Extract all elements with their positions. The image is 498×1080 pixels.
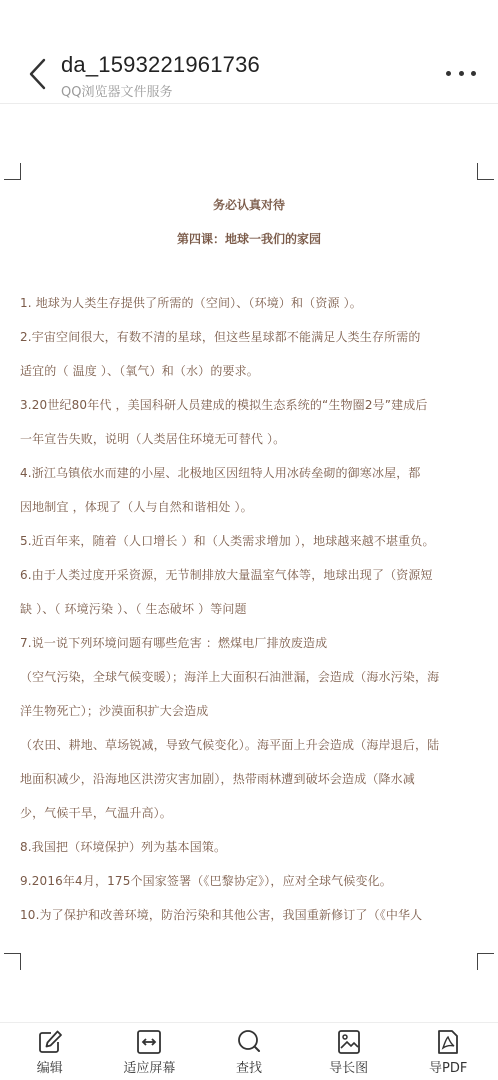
edit-icon: [36, 1029, 64, 1055]
long-image-label: 导长图: [329, 1061, 369, 1076]
document-line: 7.说一说下列环境问题有哪些危害 ：燃煤电厂排放废造成: [20, 636, 328, 650]
edit-label: 编辑: [36, 1061, 63, 1076]
back-button[interactable]: [20, 54, 54, 94]
document-line: 6.由于人类过度开采资源，无节制排放大量温室气体等，地球出现了（资源短: [20, 568, 433, 582]
chevron-left-icon: [27, 57, 47, 91]
crop-mark-top-left: [4, 163, 21, 180]
fit-screen-icon: [135, 1029, 163, 1055]
document-line: 地面积减少，沿海地区洪涝灾害加剧），热带雨林遭到破坏会造成（降水减: [20, 772, 415, 786]
document-line: 适宜的（ 温度 ）、（氧气）和（水）的要求。: [20, 364, 259, 378]
more-options-button[interactable]: [446, 62, 476, 84]
long-image-icon: [335, 1029, 363, 1055]
export-pdf-label: 导PDF: [429, 1061, 468, 1076]
more-dot-icon: [471, 71, 476, 76]
search-label: 查找: [235, 1061, 262, 1076]
file-title: da_1593221961736: [61, 52, 260, 77]
document-line: （空气污染，全球气候变暖）；海洋上大面积石油泄漏，会造成（海水污染，海: [20, 670, 440, 684]
document-line: 5.近百年来，随着（人口增长 ）和（人类需求增加 ），地球越来越不堪重负。: [20, 534, 435, 548]
export-pdf-button[interactable]: [398, 1023, 498, 1080]
document-body: [20, 293, 482, 939]
long-image-button[interactable]: [299, 1023, 399, 1080]
document-line: 9.2016年4月，175个国家签署（《巴黎协定》），应对全球气候变化。: [20, 874, 392, 888]
document-line: 一年宣告失败，说明（人类居住环境无可替代 ）。: [20, 432, 286, 446]
pdf-icon: [434, 1029, 462, 1055]
more-dot-icon: [446, 71, 451, 76]
document-line: 8.我国把（环境保护）列为基本国策。: [20, 840, 227, 854]
bottom-toolbar: [0, 1022, 498, 1080]
edit-button[interactable]: [0, 1023, 100, 1080]
document-line: 因地制宜 ，体现了（人与自然和谐相处 ）。: [20, 500, 253, 514]
document-line: 10.为了保护和改善环境，防治污染和其他公害，我国重新修订了（《中华人: [20, 908, 423, 922]
document-line: 1. 地球为人类生存提供了所需的（空间）、（环境）和（资源 ）。: [20, 296, 362, 310]
document-line: 洋生物死亡）；沙漠面积扩大会造成: [20, 704, 209, 718]
crop-mark-top-right: [477, 163, 494, 180]
fit-screen-button[interactable]: [100, 1023, 200, 1080]
file-subtitle: QQ浏览器文件服务: [61, 85, 173, 100]
search-icon: [235, 1029, 263, 1055]
document-heading: 务必认真对待: [212, 198, 285, 212]
document-page[interactable]: [0, 105, 498, 1022]
document-line: 缺 ）、（ 环境污染 ）、（ 生态破坏 ）等问题: [20, 602, 247, 616]
document-line: （农田、耕地、草场锐减，导致气候变化）。海平面上升会造成（海岸退后，陆: [20, 738, 440, 752]
document-line: 4.浙江乌镇依水而建的小屋、北极地区因纽特人用冰砖垒砌的御寒冰屋，都: [20, 466, 421, 480]
document-subheading: 第四课：地球一我们的家园: [176, 232, 321, 246]
crop-mark-bottom-right: [477, 953, 494, 970]
document-line: 少，气候干旱，气温升高）。: [20, 806, 172, 820]
document-line: 2.宇宙空间很大，有数不清的星球，但这些星球都不能满足人类生存所需的: [20, 330, 421, 344]
fit-screen-label: 适应屏幕: [123, 1061, 176, 1076]
search-button[interactable]: [199, 1023, 299, 1080]
crop-mark-bottom-left: [4, 953, 21, 970]
app-header: [0, 0, 498, 104]
more-dot-icon: [459, 71, 464, 76]
document-line: 3.20世纪80年代 ，美国科研人员建成的模拟生态系统的“生物圈2号”建成后: [20, 398, 428, 412]
